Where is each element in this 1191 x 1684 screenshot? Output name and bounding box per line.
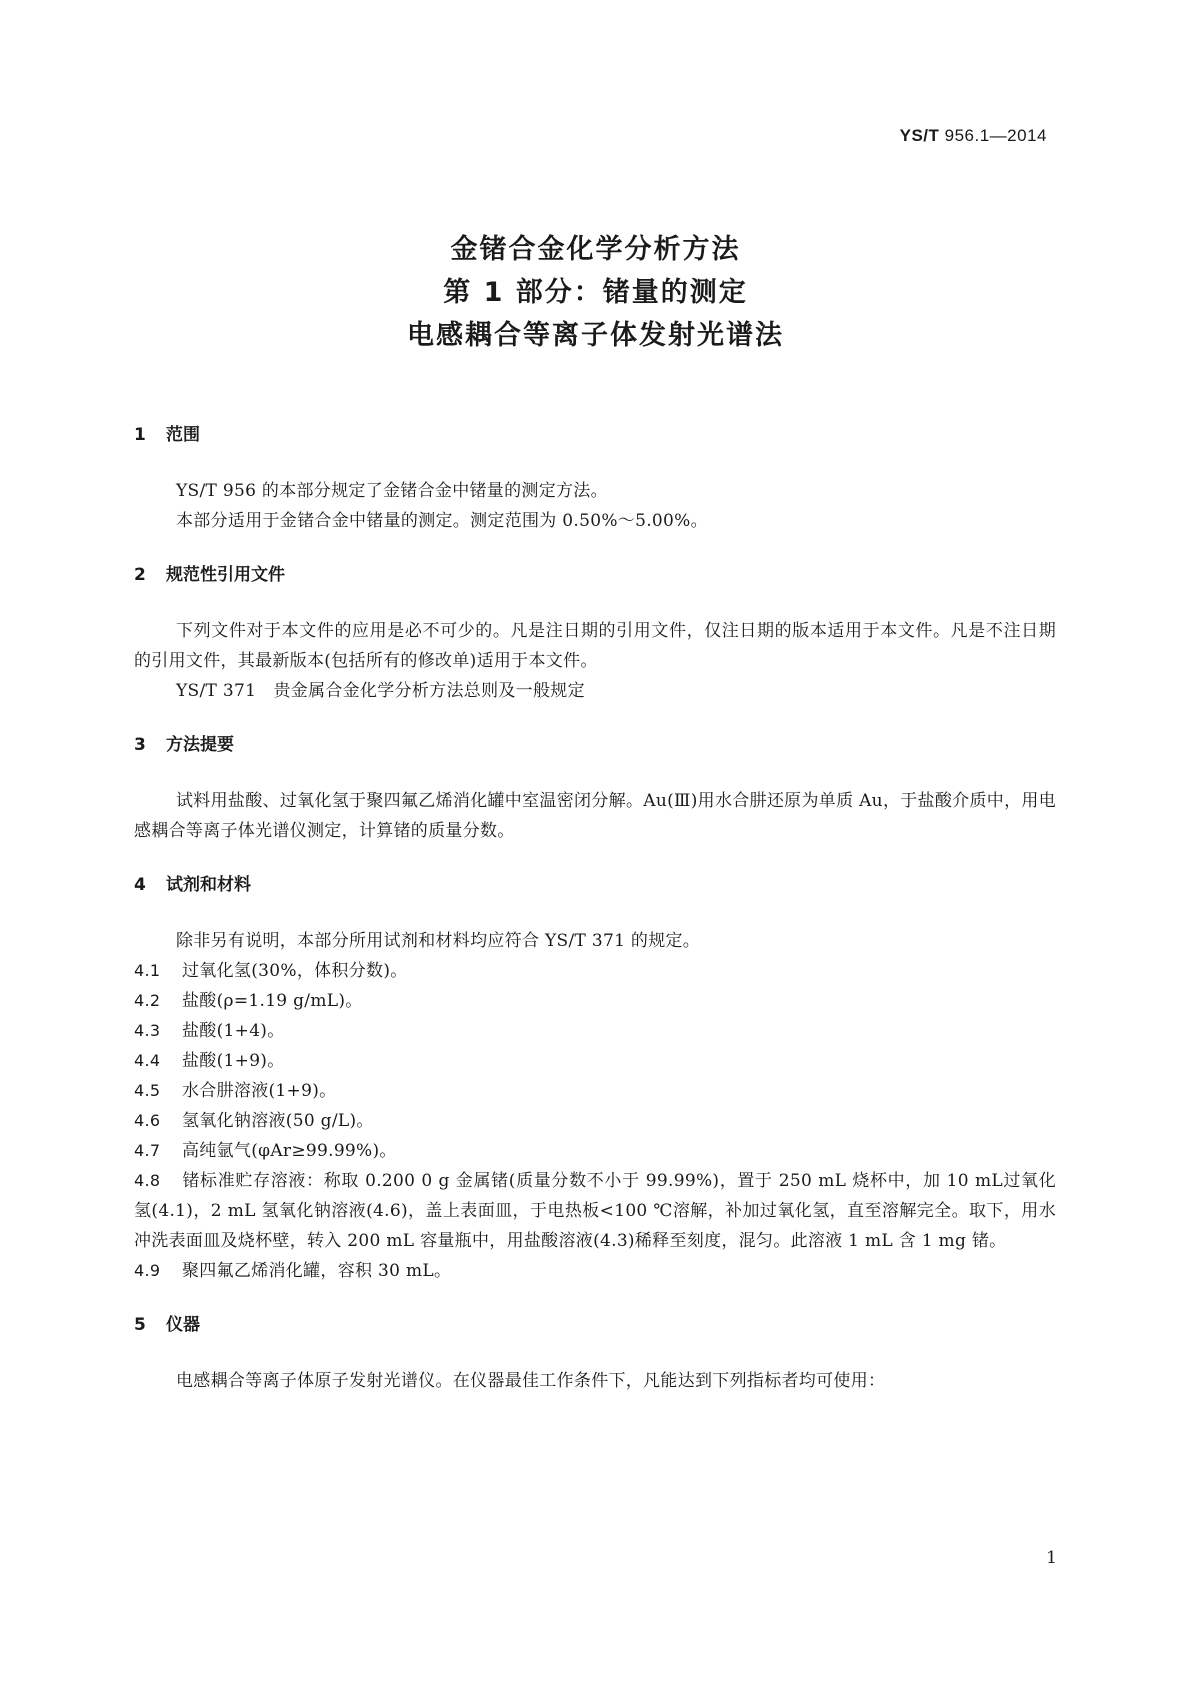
item-text: 过氧化氢(30%，体积分数)。 [182,961,408,981]
title-line-2: 第 1 部分：锗量的测定 [443,277,748,308]
paragraph: 除非另有说明，本部分所用试剂和材料均应符合 YS/T 371 的规定。 [176,931,701,951]
section-normative-references [134,560,1056,706]
paragraph: YS/T 956 的本部分规定了金锗合金中锗量的测定方法。 [176,481,608,501]
document-code-prefix: YS/T [899,126,940,145]
item-number: 4.3 [134,1021,161,1040]
item-text: 盐酸(1+4)。 [182,1021,285,1041]
section-number: 2 [134,565,146,585]
paragraph: 本部分适用于金锗合金中锗量的测定。测定范围为 0.50%～5.00%。 [176,511,708,531]
section-apparatus [134,1310,1056,1396]
section-heading [134,870,1056,900]
item-number: 4.6 [134,1111,161,1130]
item-text: 盐酸(1+9)。 [182,1051,285,1071]
list-item [134,1256,1056,1286]
list-item [134,1166,1056,1256]
item-number: 4.9 [134,1261,161,1280]
list-item [134,1046,1056,1076]
section-number: 1 [134,425,146,445]
list-item [134,1106,1056,1136]
item-text: 盐酸(ρ=1.19 g/mL)。 [182,991,363,1011]
section-method-summary [134,730,1056,846]
section-title: 规范性引用文件 [166,565,285,585]
section-number: 4 [134,875,146,895]
section-title: 仪器 [166,1315,200,1335]
document-body [134,420,1056,1420]
reference-entry: YS/T 371 贵金属合金化学分析方法总则及一般规定 [176,681,585,701]
title-line-1: 金锗合金化学分析方法 [450,234,741,265]
paragraph: 电感耦合等离子体原子发射光谱仪。在仪器最佳工作条件下，凡能达到下列指标者均可使用： [176,1371,886,1391]
item-text: 水合肼溶液(1+9)。 [182,1081,337,1101]
section-heading [134,730,1056,760]
document-code [900,126,1047,146]
item-number: 4.2 [134,991,161,1010]
section-title: 范围 [166,425,200,445]
item-text: 锗标准贮存溶液：称取 0.200 0 g 金属锗(质量分数不小于 99.99%)，置于 250 mL 烧杯中，加 10 mL过氧化氢(4.1)，2 mL 氢氧化钠溶液(4.6)，盖上表面皿，于电热板<100 ℃溶解，补加过氧化氢，直至溶解完全。取下，用水冲洗表面皿及烧杯壁，转入 200 mL 容量瓶中，用盐酸溶液(4.3)稀释至刻度，混匀。此溶液 1 mL 含 1 mg 锗。 [134,1171,1056,1251]
title-line-3: 电感耦合等离子体发射光谱法 [407,320,784,351]
section-reagents [134,870,1056,1286]
section-heading [134,1310,1056,1340]
paragraph: 试料用盐酸、过氧化氢于聚四氟乙烯消化罐中室温密闭分解。Au(Ⅲ)用水合肼还原为单质 Au，于盐酸介质中，用电感耦合等离子体光谱仪测定，计算锗的质量分数。 [134,791,1056,841]
section-number: 3 [134,735,146,755]
item-number: 4.5 [134,1081,161,1100]
list-item [134,1076,1056,1106]
section-scope [134,420,1056,536]
item-number: 4.1 [134,961,161,980]
item-text: 聚四氟乙烯消化罐，容积 30 mL。 [182,1261,452,1281]
item-text: 高纯氩气(φAr≥99.99%)。 [182,1141,397,1161]
section-heading [134,420,1056,450]
section-title: 试剂和材料 [166,875,251,895]
item-text: 氢氧化钠溶液(50 g/L)。 [182,1111,374,1131]
paragraph: 下列文件对于本文件的应用是必不可少的。凡是注日期的引用文件，仅注日期的版本适用于本文件。凡是不注日期的引用文件，其最新版本(包括所有的修改单)适用于本文件。 [134,621,1056,671]
page-number: 1 [1046,1548,1057,1568]
list-item [134,1136,1056,1166]
section-title: 方法提要 [166,735,234,755]
list-item [134,986,1056,1016]
list-item [134,956,1056,986]
section-number: 5 [134,1315,146,1335]
section-heading [134,560,1056,590]
item-number: 4.7 [134,1141,161,1160]
item-number: 4.4 [134,1051,161,1070]
document-title [0,228,1191,357]
item-number: 4.8 [134,1171,161,1190]
document-code-number: 956.1—2014 [939,126,1047,145]
list-item [134,1016,1056,1046]
